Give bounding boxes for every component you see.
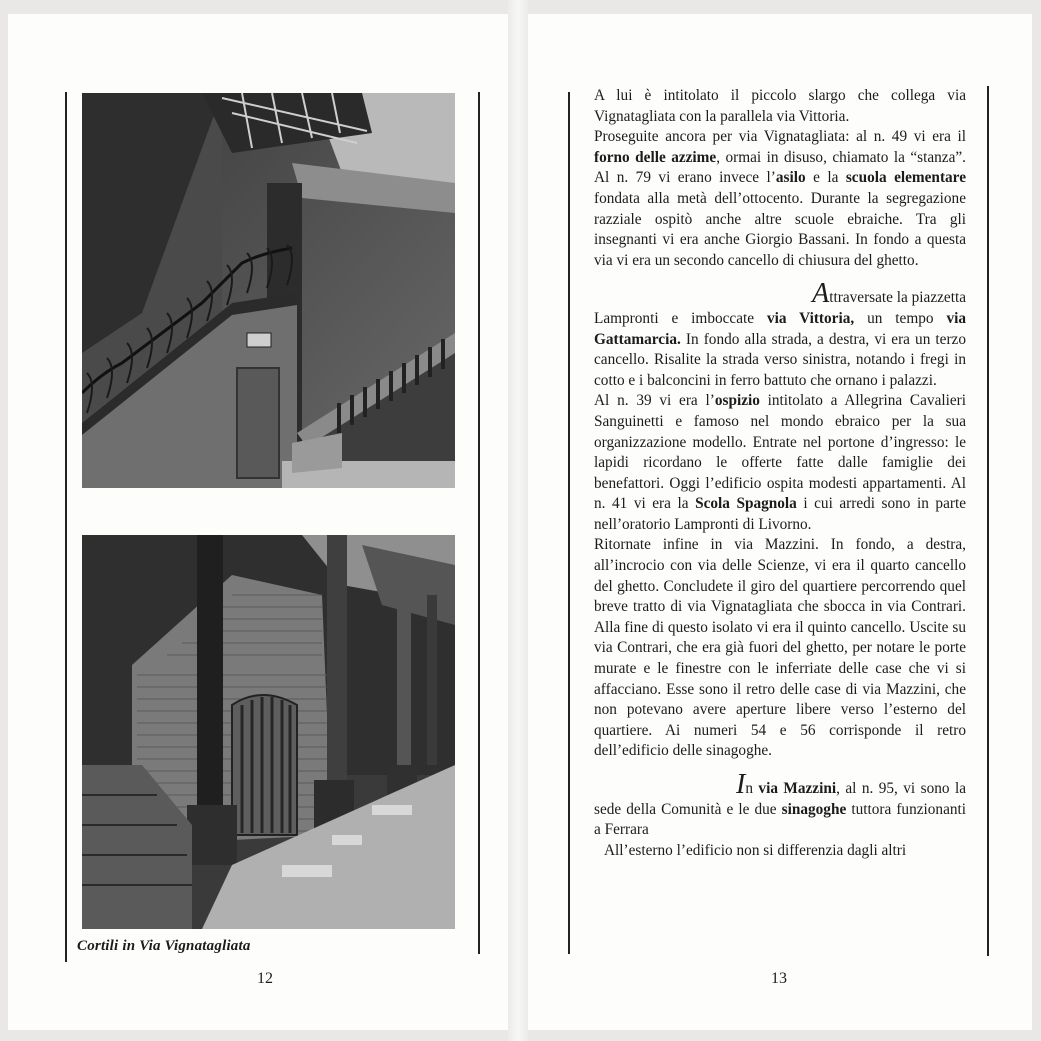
paragraph-esterno: All’esterno l’edificio non si differenzia dagli altri bbox=[604, 841, 907, 859]
page-number-right: 13 bbox=[771, 970, 787, 987]
left-margin-rule bbox=[65, 92, 67, 962]
body-text-column bbox=[594, 86, 966, 861]
left-inner-rule bbox=[478, 92, 480, 954]
photo-caption: Cortili in Via Vignatagliata bbox=[77, 938, 251, 954]
paragraph-ospizio: Al n. 39 vi era l’ospizio intitolato a Allegrina Cavalieri Sanguinetti e famoso nel mondo ebraico per la sua organizzazione modello. Entrate nel portone d’ingresso: le lapidi ricordano le offerte fatte dalle famiglie dei benefattori. Oggi l’edificio ospita modesti appartamenti. Al n. 41 vi era la Scola Spagnola i cui arredi sono in parte nell’oratorio Lampronti di Livorno. bbox=[594, 392, 966, 533]
staircase-courtyard-photo bbox=[82, 93, 455, 488]
page-number-left: 12 bbox=[257, 970, 273, 987]
drop-cap-i: I bbox=[736, 769, 746, 800]
right-inner-rule bbox=[568, 92, 570, 954]
right-margin-rule bbox=[987, 86, 989, 956]
drop-cap-a: A bbox=[812, 278, 830, 310]
paragraph-vittoria-start: Attraversate la piazzetta bbox=[812, 278, 966, 310]
paragraph-slargo: A lui è intitolato il piccolo slargo che collega via Vignatagliata con la parallela via Vittoria. bbox=[594, 87, 966, 125]
book-gutter bbox=[508, 0, 528, 1041]
paragraph-vittoria: Lampronti e imboccate via Vittoria, un tempo via Gattamarcia. In fondo alla strada, a destra, vi era un terzo cancello. Risalite la strada verso sinistra, notando i fregi in cotto e i balconcini in ferro battuto che ornano i palazzi. bbox=[594, 309, 966, 389]
paragraph-vignatagliata: Proseguite ancora per via Vignatagliata: al n. 49 vi era il forno delle azzime, ormai in disuso, chiamato la “stanza”. Al n. 79 vi erano invece l’asilo e la scuola elementare fondata alla metà dell’ottocento. Durante la segregazione razziale ospitò anche altre scuole ebraiche. Tra gli insegnanti vi era anche Giorgio Bassani. In fondo a questa via vi era un secondo cancello di chiusura del ghetto. bbox=[594, 128, 966, 269]
paragraph-sinagoghe: In via Mazzini, al n. 95, vi sono la sede della Comunità e le due sinagoghe tuttora funzionanti a Ferrara bbox=[594, 769, 967, 839]
paragraph-mazzini-return: Ritornate infine in via Mazzini. In fondo, a destra, all’incrocio con via delle Scienze, vi era il quarto cancello del ghetto. Concludete il giro del quartiere percorrendo quel breve tratto di via Vignatagliata che sbocca in via Contrari. Alla fine di questo isolato vi era il quinto cancello. Uscite su via Contrari, che era già fuori del ghetto, per notare le porte murate e le finestre con le inferriate delle case che vi si affacciano. Esse sono il retro delle case di via Mazzini, che non potevano avere aperture libere verso l’esterno del quartiere. Ai numeri 54 e 56 corrisponde il retro dell’edificio delle sinagoghe. bbox=[594, 536, 966, 760]
courtyard-gate-photo bbox=[82, 535, 455, 929]
